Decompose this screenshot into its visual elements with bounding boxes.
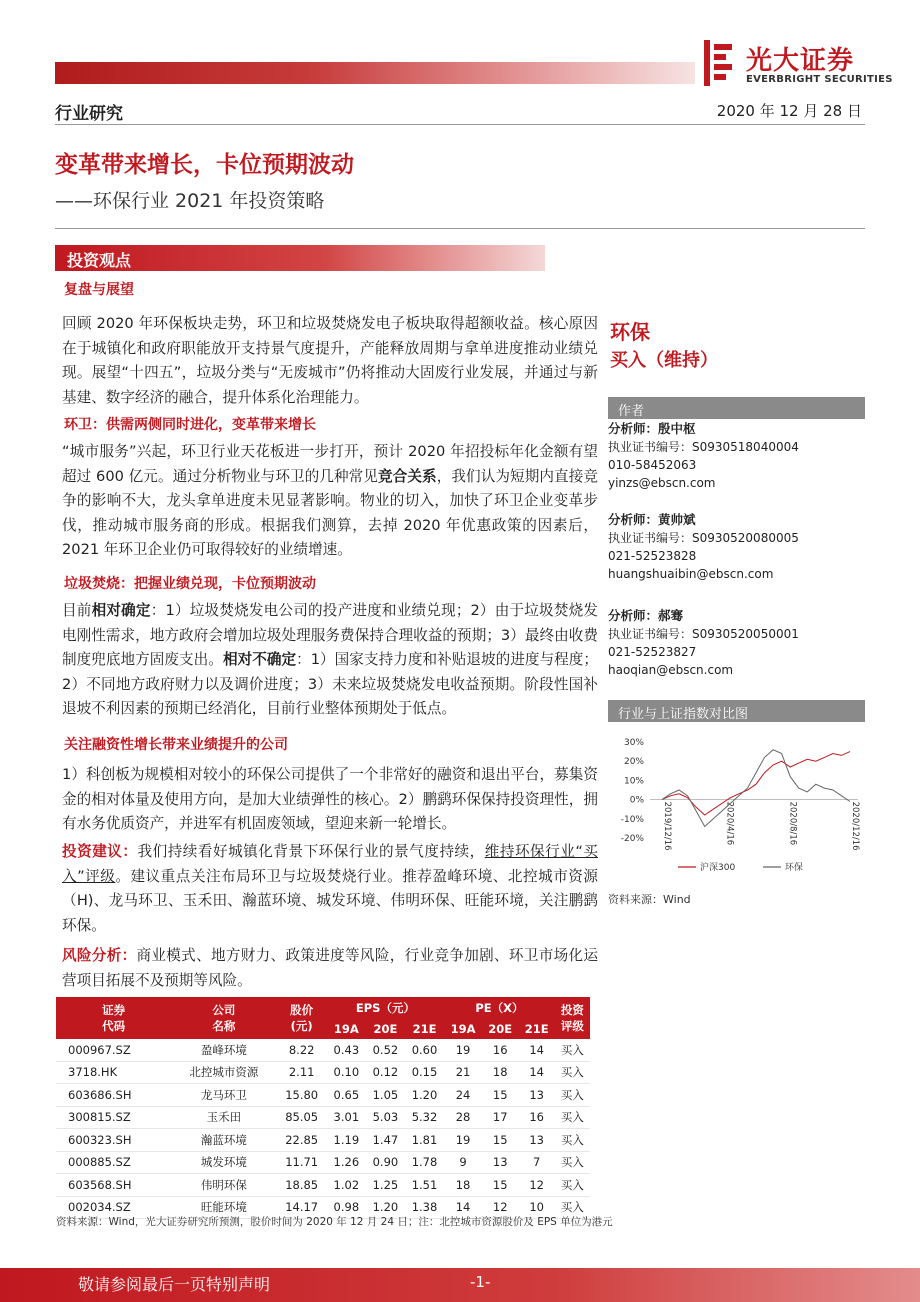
heading-sanitation: 环卫：供需两侧同时进化，变革带来增长 [64,417,316,433]
table-cell: 15 [482,1174,518,1197]
series-line [662,750,850,827]
col-price: 股价 (元) [277,997,327,1039]
table-cell: 16 [482,1039,518,1061]
chart-label: 行业与上证指数对比图 [618,707,749,722]
table-cell: 13 [482,1151,518,1174]
table-cell: 603568.SH [56,1174,171,1197]
title-divider [55,228,865,229]
header-divider [55,124,865,125]
table-cell: 000967.SZ [56,1039,171,1061]
col-year: 20E [482,1018,518,1039]
col-year: 19A [327,1018,366,1039]
table-cell: 19 [444,1039,482,1061]
table-cell: 1.20 [366,1196,405,1219]
table-row [56,1151,590,1174]
table-cell: 0.43 [327,1039,366,1061]
table-cell: 5.32 [405,1106,444,1129]
analyst-phone: 021-52523828 [608,549,697,563]
table-cell: 15 [482,1129,518,1152]
table-cell: 买入 [555,1196,590,1219]
col-year: 20E [366,1018,405,1039]
table-cell: 24 [444,1084,482,1107]
table-cell: 12 [518,1174,554,1197]
table-cell: 2.11 [277,1061,327,1084]
table-cell: 14 [444,1196,482,1219]
table-cell: 603686.SH [56,1084,171,1107]
analyst-email[interactable]: yinzs@ebscn.com [608,476,716,490]
table-cell: 1.05 [366,1084,405,1107]
analyst-email[interactable]: huangshuaibin@ebscn.com [608,567,774,581]
table-cell: 1.25 [366,1174,405,1197]
table-row [56,1174,590,1197]
y-tick-label: 20% [623,757,644,768]
table-row [56,1039,590,1061]
table-cell: 600323.SH [56,1129,171,1152]
col-year: 21E [405,1018,444,1039]
table-cell: 3.01 [327,1106,366,1129]
table-cell: 城发环境 [171,1151,276,1174]
table-cell: 5.03 [366,1106,405,1129]
table-cell: 14 [518,1039,554,1061]
table-cell: 22.85 [277,1129,327,1152]
table-cell: 0.10 [327,1061,366,1084]
table-cell: 11.71 [277,1151,327,1174]
col-code: 证券 代码 [56,997,171,1039]
analyst-cert: 执业证书编号：S0930520080005 [608,531,799,545]
section-bar [55,245,545,271]
col-rating: 投资 评级 [555,997,590,1039]
col-company: 公司 名称 [171,997,276,1039]
authors-bar [608,397,865,419]
heading-review: 复盘与展望 [64,282,134,298]
table-cell: 16 [518,1106,554,1129]
table-cell: 17 [482,1106,518,1129]
report-subtitle: ——环保行业 2021 年投资策略 [55,190,325,212]
legend-label: 环保 [785,863,804,873]
x-tick-label: 2020/4/16 [724,801,735,846]
table-row [56,1129,590,1152]
table-cell: 13 [518,1129,554,1152]
table-cell: 18 [444,1174,482,1197]
paragraph-incineration: 目前相对确定：1）垃圾焚烧发电公司的投产进度和业绩兑现；2）由于垃圾焚烧发电刚性需求，地方政府会增加垃圾处理服务费保持合理收益的预期；3）最终由收费制度兜底地方固废支出。相对不确定：1）国家支持力度和补贴退坡的进度与程度；2）不同地方政府财力以及调价进度；3）未来垃圾焚烧发电收益预期。阶段性国补退坡不利因素的预期已经消化，目前行业整体预期处于低点。 [62,602,598,717]
stock-table [56,997,590,1219]
table-cell: 1.51 [405,1174,444,1197]
table-cell: 瀚蓝环境 [171,1129,276,1152]
table-note: 资料来源：Wind，光大证券研究所预测，股价时间为 2020 年 12 月 24 日；注：北控城市资源股价及 EPS 单位为港元 [56,1216,613,1228]
table-cell: 21 [444,1061,482,1084]
paragraph-review: 回顾 2020 年环保板块走势，环卫和垃圾焚烧发电子板块取得超额收益。核心原因在于城镇化和政府职能放开支持景气度提升，产能释放周期与拿单进度推动业绩兑现。展望“十四五”，垃圾分类与“无废城市”仍将推动大固废行业发展，并通过与新基建、数字经济的融合，提升体系化治理能力。 [62,315,598,406]
x-tick-label: 2020/8/16 [787,801,798,846]
table-cell: 玉禾田 [171,1106,276,1129]
table-cell: 1.02 [327,1174,366,1197]
legend-label: 沪深300 [700,863,736,873]
table-cell: 10 [518,1196,554,1219]
table-cell: 龙马环卫 [171,1084,276,1107]
table-row [56,1061,590,1084]
industry-name: 环保 [610,320,650,344]
table-cell: 0.52 [366,1039,405,1061]
table-cell: 旺能环境 [171,1196,276,1219]
table-cell: 19 [444,1129,482,1152]
analyst-name: 分析师：郝骞 [608,608,684,623]
report-date: 2020 年 12 月 28 日 [716,102,862,120]
table-cell: 买入 [555,1061,590,1084]
series-line [662,752,850,815]
table-cell: 1.38 [405,1196,444,1219]
brand-name-en: EVERBRIGHT SECURITIES [746,74,893,85]
table-cell: 000885.SZ [56,1151,171,1174]
table-cell: 8.22 [277,1039,327,1061]
analyst-phone: 010-58452063 [608,458,697,472]
table-cell: 1.47 [366,1129,405,1152]
table-cell: 002034.SZ [56,1196,171,1219]
table-cell: 1.26 [327,1151,366,1174]
y-tick-label: -20% [620,834,644,844]
x-tick-label: 2019/12/16 [662,801,672,851]
x-tick-label: 2020/12/16 [850,801,860,851]
heading-incineration: 垃圾焚烧：把握业绩兑现，卡位预期波动 [64,576,316,592]
table-cell: 14.17 [277,1196,327,1219]
col-pe: PE（X） [444,997,555,1018]
table-cell: 7 [518,1151,554,1174]
table-cell: 15.80 [277,1084,327,1107]
report-category: 行业研究 [55,104,123,124]
heading-financing: 关注融资性增长带来业绩提升的公司 [64,737,288,753]
table-cell: 18 [482,1061,518,1084]
page-number: -1- [470,1273,491,1291]
chart-source: 资料来源：Wind [608,893,691,906]
table-cell: 买入 [555,1084,590,1107]
brand-name-cn: 光大证券 [746,46,855,76]
table-cell: 买入 [555,1174,590,1197]
report-title: 变革带来增长，卡位预期波动 [55,152,354,178]
y-tick-label: 10% [623,776,644,787]
table-row [56,1106,590,1129]
table-cell: 1.78 [405,1151,444,1174]
y-tick-label: 0% [629,795,644,806]
analyst-cert: 执业证书编号：S0930518040004 [608,440,799,454]
table-cell: 0.12 [366,1061,405,1084]
rating-label: 买入（维持） [610,350,718,371]
table-cell: 1.81 [405,1129,444,1152]
table-cell: 0.98 [327,1196,366,1219]
footer-disclaimer: 敬请参阅最后一页特别声明 [78,1275,271,1294]
table-cell: 买入 [555,1129,590,1152]
table-cell: 3718.HK [56,1061,171,1084]
chart-label-bar [608,700,865,722]
analyst-card [608,511,799,583]
section-title: 投资观点 [67,251,132,270]
col-year: 19A [444,1018,482,1039]
table-cell: 1.20 [405,1084,444,1107]
col-eps: EPS（元） [327,997,444,1018]
table-cell: 盈峰环境 [171,1039,276,1061]
everbright-logo-icon [700,38,736,88]
table-cell: 1.19 [327,1129,366,1152]
table-cell: 14 [518,1061,554,1084]
table-cell: 0.60 [405,1039,444,1061]
table-cell: 15 [482,1084,518,1107]
analyst-name: 分析师：殷中枢 [608,421,696,436]
y-tick-label: 30% [623,738,644,748]
table-cell: 18.85 [277,1174,327,1197]
table-cell: 9 [444,1151,482,1174]
table-cell: 北控城市资源 [171,1061,276,1084]
table-cell: 伟明环保 [171,1174,276,1197]
table-cell: 买入 [555,1151,590,1174]
analyst-cert: 执业证书编号：S0930520050001 [608,627,799,641]
y-tick-label: -10% [620,814,644,825]
authors-label: 作者 [618,404,645,419]
index-comparison-chart [608,730,865,880]
table-cell: 300815.SZ [56,1106,171,1129]
table-cell: 12 [482,1196,518,1219]
paragraph-risk: 风险分析：商业模式、地方财力、政策进度等风险，行业竞争加剧、环卫市场化运营项目拓展不及预期等风险。 [62,947,598,989]
table-row [56,1084,590,1107]
paragraph-sanitation: “城市服务”兴起，环卫行业天花板进一步打开，预计 2020 年招投标年化金额有望超过 600 亿元。通过分析物业与环卫的几种常见竞合关系，我们认为短期内直接竞争的影响不大，龙头拿单进度未见显著影响。物业的切入，加快了环卫企业变革步伐，推动城市服务商的形成。根据我们测算，去掉 2020 年优惠政策的因素后，2021 年环卫企业仍可取得较好的业绩增速。 [62,443,598,558]
col-year: 21E [518,1018,554,1039]
analyst-name: 分析师：黄帅斌 [608,512,696,527]
analyst-card [608,607,799,679]
table-cell: 0.65 [327,1084,366,1107]
table-cell: 0.15 [405,1061,444,1084]
table-cell: 买入 [555,1039,590,1061]
header-gradient-bar [55,62,695,84]
analyst-email[interactable]: haoqian@ebscn.com [608,663,734,677]
table-cell: 85.05 [277,1106,327,1129]
analyst-phone: 021-52523827 [608,645,697,659]
table-cell: 13 [518,1084,554,1107]
paragraph-advice: 投资建议：我们持续看好城镇化背景下环保行业的景气度持续，维持环保行业“买入”评级。建议重点关注布局环卫与垃圾焚烧行业。推荐盈峰环境、北控城市资源（H)、龙马环卫、玉禾田、瀚蓝环境、城发环境、伟明环保、旺能环境，关注鹏鹞环保。 [62,843,598,934]
paragraph-financing: 1）科创板为规模相对较小的环保公司提供了一个非常好的融资和退出平台，募集资金的相对体量及使用方向，是加大业绩弹性的核心。2）鹏鹞环保保持投资理性，拥有水务优质资产，并进军有机固废领域，望迎来新一轮增长。 [62,766,598,832]
analyst-card [608,420,799,492]
table-cell: 买入 [555,1106,590,1129]
table-cell: 28 [444,1106,482,1129]
table-cell: 0.90 [366,1151,405,1174]
